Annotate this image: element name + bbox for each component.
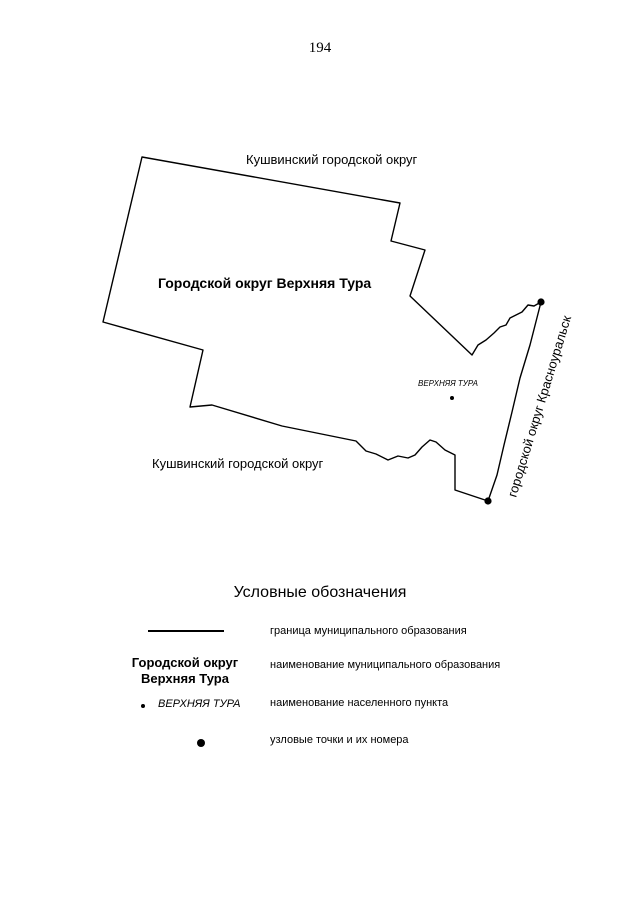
legend-boundary-line (148, 630, 224, 632)
node-point (484, 497, 491, 504)
legend-municipality-sample-line1: Городской округ (131, 655, 239, 670)
legend-boundary-desc: граница муниципального образования (270, 625, 467, 637)
legend-settlement-desc: наименование населенного пункта (270, 697, 449, 709)
settlement-label: ВЕРХНЯЯ ТУРА (418, 379, 478, 388)
legend-municipality-desc: наименование муниципального образования (270, 659, 501, 671)
legend-settlement-sample: ВЕРХНЯЯ ТУРА (158, 698, 241, 710)
legend-node-dot (197, 739, 205, 747)
municipality-boundary (103, 157, 541, 501)
legend-node-desc: узловые точки и их номера (270, 734, 409, 746)
legend-municipality-sample-line2: Верхняя Тура (141, 671, 229, 686)
neighbor-label-bottom: Кушвинский городской округ (152, 456, 324, 471)
settlement-dot (450, 396, 454, 400)
legend-settlement-dot (141, 704, 145, 708)
node-point (537, 298, 544, 305)
neighbor-label-right: городской округ Красноуральск (504, 313, 575, 499)
municipality-label: Городской округ Верхняя Тура (158, 275, 372, 291)
neighbor-label-top: Кушвинский городской округ (246, 152, 418, 167)
legend-municipality-sample (120, 655, 250, 687)
page-number: 194 (308, 40, 332, 56)
legend-title: Условные обозначения (233, 584, 407, 601)
